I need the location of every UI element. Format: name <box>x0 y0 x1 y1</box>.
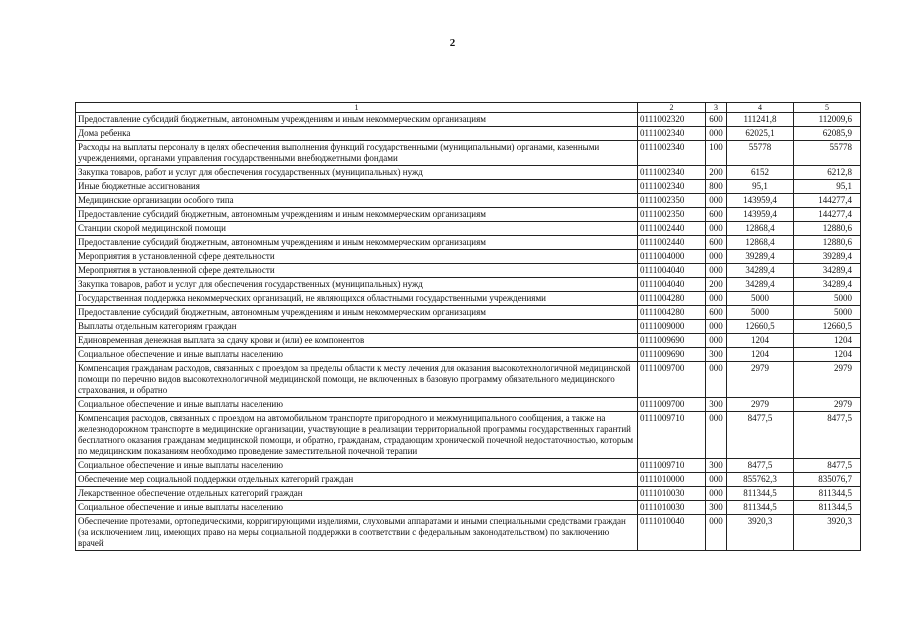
row-code: 0111010040 <box>638 515 706 551</box>
row-name: Социальное обеспечение и иные выплаты населению <box>76 398 638 412</box>
row-expense-type: 300 <box>706 348 727 362</box>
row-value-1: 34289,4 <box>727 264 794 278</box>
table-row <box>76 180 861 194</box>
row-value-2: 2979 <box>794 362 861 398</box>
row-code: 0111002340 <box>638 141 706 166</box>
row-expense-type: 000 <box>706 320 727 334</box>
row-expense-type: 000 <box>706 362 727 398</box>
row-code: 0111009710 <box>638 459 706 473</box>
row-expense-type: 600 <box>706 236 727 250</box>
row-name: Предоставление субсидий бюджетным, автономным учреждениям и иным некоммерческим организациям <box>76 208 638 222</box>
row-code: 0111009000 <box>638 320 706 334</box>
row-expense-type: 200 <box>706 278 727 292</box>
row-value-2: 144277,4 <box>794 194 861 208</box>
row-code: 0111002350 <box>638 208 706 222</box>
row-value-1: 143959,4 <box>727 208 794 222</box>
table-row <box>76 473 861 487</box>
row-value-2: 95,1 <box>794 180 861 194</box>
table-row <box>76 222 861 236</box>
row-value-1: 12868,4 <box>727 236 794 250</box>
row-expense-type: 000 <box>706 334 727 348</box>
table-row <box>76 236 861 250</box>
table-row <box>76 334 861 348</box>
table-header-row <box>76 103 861 113</box>
row-expense-type: 000 <box>706 473 727 487</box>
row-value-1: 12868,4 <box>727 222 794 236</box>
row-name: Мероприятия в установленной сфере деятельности <box>76 250 638 264</box>
col-header-1: 1 <box>76 103 638 113</box>
row-value-2: 34289,4 <box>794 278 861 292</box>
row-code: 0111002340 <box>638 127 706 141</box>
table-row <box>76 487 861 501</box>
row-code: 0111004000 <box>638 250 706 264</box>
row-value-2: 8477,5 <box>794 459 861 473</box>
row-expense-type: 600 <box>706 208 727 222</box>
row-name: Выплаты отдельным категориям граждан <box>76 320 638 334</box>
page-number: 2 <box>449 37 456 49</box>
table-row <box>76 306 861 320</box>
row-expense-type: 100 <box>706 141 727 166</box>
table-row <box>76 278 861 292</box>
row-name: Социальное обеспечение и иные выплаты населению <box>76 501 638 515</box>
row-expense-type: 600 <box>706 113 727 127</box>
row-value-1: 5000 <box>727 306 794 320</box>
table-row <box>76 127 861 141</box>
row-value-2: 6212,8 <box>794 166 861 180</box>
table-row <box>76 264 861 278</box>
row-value-1: 811344,5 <box>727 487 794 501</box>
row-value-2: 39289,4 <box>794 250 861 264</box>
row-value-1: 95,1 <box>727 180 794 194</box>
table-row <box>76 194 861 208</box>
row-value-1: 1204 <box>727 334 794 348</box>
row-name: Дома ребенка <box>76 127 638 141</box>
row-name: Предоставление субсидий бюджетным, автономным учреждениям и иным некоммерческим организациям <box>76 306 638 320</box>
row-value-2: 1204 <box>794 334 861 348</box>
row-value-2: 62085,9 <box>794 127 861 141</box>
row-code: 0111004280 <box>638 292 706 306</box>
row-value-2: 811344,5 <box>794 501 861 515</box>
row-name: Компенсация гражданам расходов, связанных с проездом за пределы области к месту лечения для оказания высокотехнологичной медицинской помощи по перечню видов высокотехнологичной медицинской помощи, не включенных в базовую программу обязательного медицинского страхования, и обратно <box>76 362 638 398</box>
row-code: 0111002440 <box>638 236 706 250</box>
row-value-2: 811344,5 <box>794 487 861 501</box>
table-row <box>76 515 861 551</box>
col-header-3: 3 <box>706 103 727 113</box>
row-expense-type: 300 <box>706 398 727 412</box>
row-expense-type: 300 <box>706 459 727 473</box>
col-header-2: 2 <box>638 103 706 113</box>
row-code: 0111004280 <box>638 306 706 320</box>
table-row <box>76 166 861 180</box>
row-expense-type: 000 <box>706 222 727 236</box>
row-name: Предоставление субсидий бюджетным, автономным учреждениям и иным некоммерческим организациям <box>76 236 638 250</box>
row-value-2: 144277,4 <box>794 208 861 222</box>
row-expense-type: 000 <box>706 292 727 306</box>
row-name: Единовременная денежная выплата за сдачу крови и (или) ее компонентов <box>76 334 638 348</box>
row-value-1: 111241,8 <box>727 113 794 127</box>
col-header-4: 4 <box>727 103 794 113</box>
row-value-1: 2979 <box>727 398 794 412</box>
table-row <box>76 501 861 515</box>
row-value-1: 855762,3 <box>727 473 794 487</box>
row-value-2: 8477,5 <box>794 412 861 459</box>
row-name: Предоставление субсидий бюджетным, автономным учреждениям и иным некоммерческим организациям <box>76 113 638 127</box>
row-value-1: 143959,4 <box>727 194 794 208</box>
row-value-2: 1204 <box>794 348 861 362</box>
row-value-1: 811344,5 <box>727 501 794 515</box>
row-name: Станции скорой медицинской помощи <box>76 222 638 236</box>
table-row <box>76 292 861 306</box>
table-row <box>76 208 861 222</box>
table-row <box>76 398 861 412</box>
row-value-1: 62025,1 <box>727 127 794 141</box>
row-expense-type: 800 <box>706 180 727 194</box>
row-code: 0111010030 <box>638 487 706 501</box>
row-name: Лекарственное обеспечение отдельных категорий граждан <box>76 487 638 501</box>
row-expense-type: 000 <box>706 487 727 501</box>
row-value-2: 55778 <box>794 141 861 166</box>
row-expense-type: 300 <box>706 501 727 515</box>
row-value-1: 39289,4 <box>727 250 794 264</box>
row-value-1: 3920,3 <box>727 515 794 551</box>
row-code: 0111010000 <box>638 473 706 487</box>
row-code: 0111009690 <box>638 348 706 362</box>
row-value-2: 112009,6 <box>794 113 861 127</box>
row-expense-type: 000 <box>706 127 727 141</box>
table-row <box>76 412 861 459</box>
row-expense-type: 600 <box>706 306 727 320</box>
row-value-2: 3920,3 <box>794 515 861 551</box>
col-header-5: 5 <box>794 103 861 113</box>
row-value-1: 5000 <box>727 292 794 306</box>
row-code: 0111002320 <box>638 113 706 127</box>
table-row <box>76 459 861 473</box>
row-code: 0111009700 <box>638 398 706 412</box>
row-value-1: 12660,5 <box>727 320 794 334</box>
row-code: 0111009690 <box>638 334 706 348</box>
row-value-2: 12660,5 <box>794 320 861 334</box>
row-expense-type: 200 <box>706 166 727 180</box>
row-name: Закупка товаров, работ и услуг для обеспечения государственных (муниципальных) нужд <box>76 278 638 292</box>
row-expense-type: 000 <box>706 194 727 208</box>
row-code: 0111002440 <box>638 222 706 236</box>
row-name: Обеспечение протезами, ортопедическими, корригирующими изделиями, слуховыми аппаратами и иными специальными средствами граждан (за исключением лиц, имеющих право на меры социальной поддержки в соответствии с федеральным законодательством) по заключению врачей <box>76 515 638 551</box>
row-name: Обеспечение мер социальной поддержки отдельных категорий граждан <box>76 473 638 487</box>
row-value-1: 8477,5 <box>727 459 794 473</box>
table-row <box>76 141 861 166</box>
row-value-1: 1204 <box>727 348 794 362</box>
row-code: 0111004040 <box>638 278 706 292</box>
row-value-2: 835076,7 <box>794 473 861 487</box>
row-value-2: 34289,4 <box>794 264 861 278</box>
row-value-2: 5000 <box>794 306 861 320</box>
row-name: Компенсация расходов, связанных с проездом на автомобильном транспорте пригородного и межмуниципального сообщения, а также на железнодорожном транспорте в медицинские организации, участвующие в реализации территориальной программы государственных гарантий бесплатного оказания гражданам медицинской помощи, и обратно, гражданам, страдающим хронической почечной недостаточностью, которым по медицинским показаниям необходимо проведение заместительной почечной терапии <box>76 412 638 459</box>
table-row <box>76 362 861 398</box>
row-expense-type: 000 <box>706 250 727 264</box>
row-value-1: 6152 <box>727 166 794 180</box>
table-row <box>76 348 861 362</box>
table-row <box>76 250 861 264</box>
row-code: 0111002340 <box>638 166 706 180</box>
table-row <box>76 320 861 334</box>
row-value-1: 8477,5 <box>727 412 794 459</box>
row-expense-type: 000 <box>706 264 727 278</box>
row-expense-type: 000 <box>706 412 727 459</box>
row-value-1: 2979 <box>727 362 794 398</box>
table-row <box>76 113 861 127</box>
row-name: Социальное обеспечение и иные выплаты населению <box>76 348 638 362</box>
row-value-2: 5000 <box>794 292 861 306</box>
row-expense-type: 000 <box>706 515 727 551</box>
row-code: 0111009700 <box>638 362 706 398</box>
row-code: 0111009710 <box>638 412 706 459</box>
row-name: Медицинские организации особого типа <box>76 194 638 208</box>
row-value-2: 12880,6 <box>794 222 861 236</box>
row-value-1: 55778 <box>727 141 794 166</box>
row-code: 0111004040 <box>638 264 706 278</box>
row-name: Социальное обеспечение и иные выплаты населению <box>76 459 638 473</box>
row-value-2: 2979 <box>794 398 861 412</box>
row-name: Мероприятия в установленной сфере деятельности <box>76 264 638 278</box>
row-code: 0111002340 <box>638 180 706 194</box>
row-name: Иные бюджетные ассигнования <box>76 180 638 194</box>
row-code: 0111010030 <box>638 501 706 515</box>
row-name: Закупка товаров, работ и услуг для обеспечения государственных (муниципальных) нужд <box>76 166 638 180</box>
row-name: Государственная поддержка некоммерческих организаций, не являющихся областными государственными учреждениями <box>76 292 638 306</box>
budget-table <box>75 102 861 551</box>
row-value-2: 12880,6 <box>794 236 861 250</box>
row-name: Расходы на выплаты персоналу в целях обеспечения выполнения функций государственными (муниципальными) органами, казенными учреждениями, органами управления государственными внебюджетными фондами <box>76 141 638 166</box>
row-value-1: 34289,4 <box>727 278 794 292</box>
row-code: 0111002350 <box>638 194 706 208</box>
